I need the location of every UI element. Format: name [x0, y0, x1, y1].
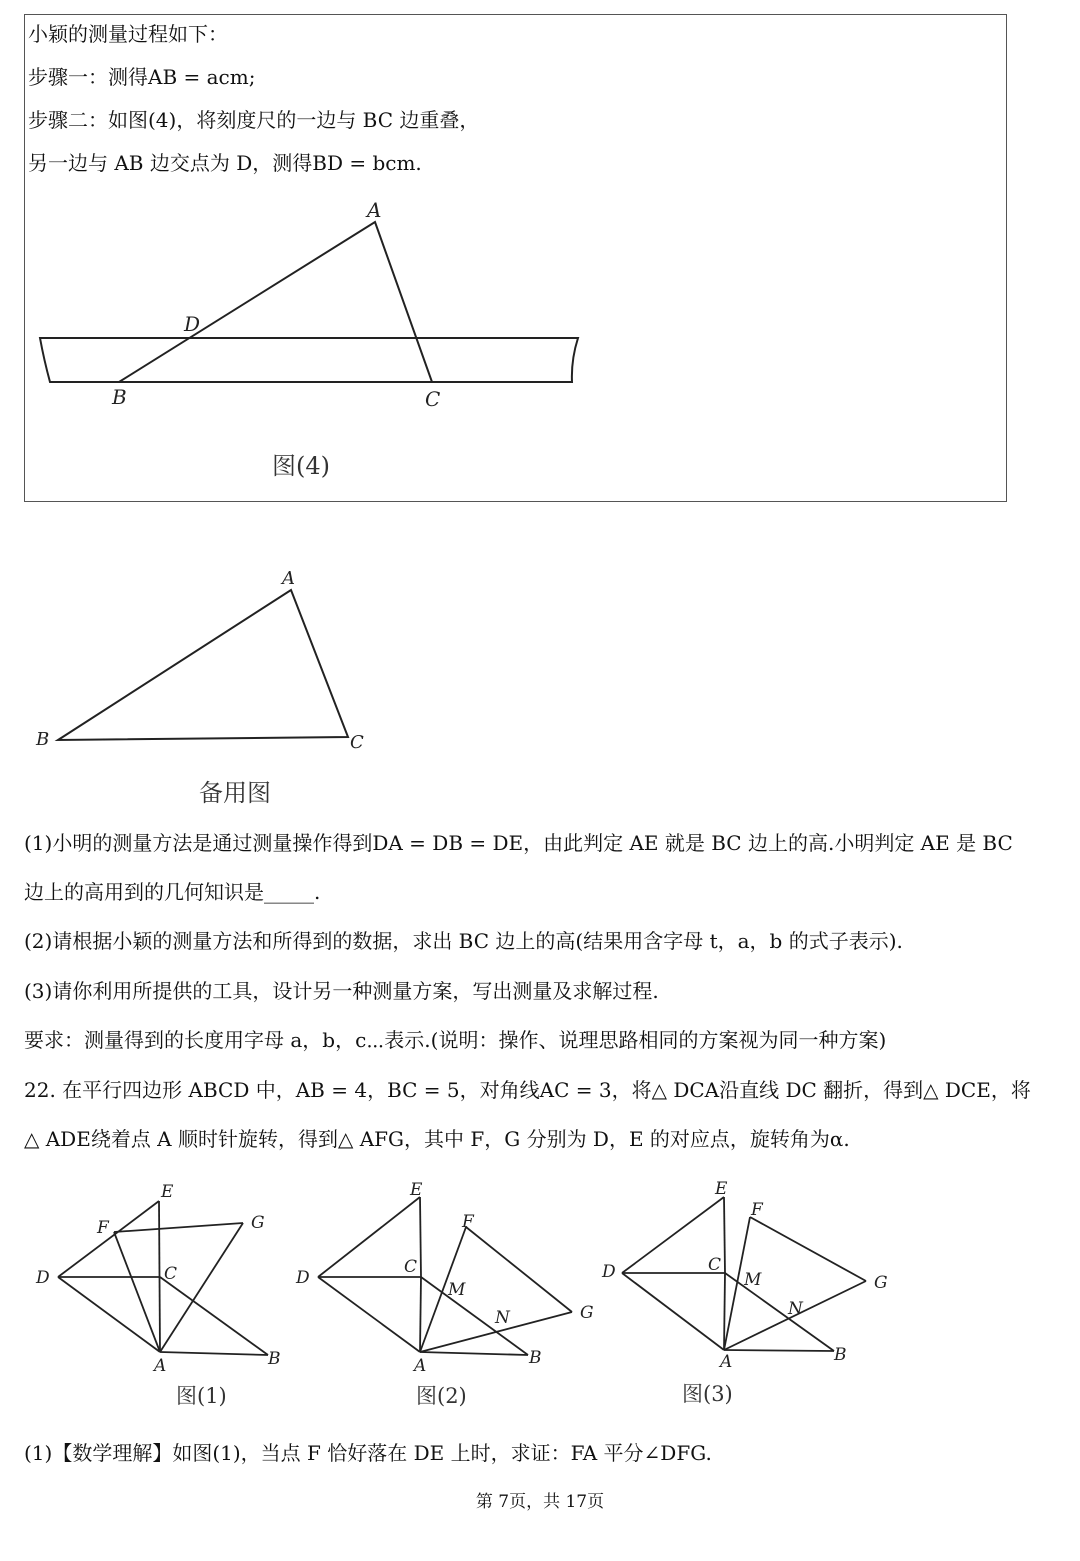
- fig1-label-G: G: [251, 1213, 265, 1233]
- spare-figure: [30, 562, 370, 762]
- label-B: B: [112, 385, 127, 409]
- fig2-label-G: G: [580, 1303, 594, 1323]
- box-line-1: 小颖的测量过程如下：: [28, 22, 228, 46]
- fig3-label-C: C: [708, 1255, 722, 1275]
- fig2-label-F: F: [462, 1212, 474, 1232]
- fig3-label-A: A: [720, 1352, 733, 1372]
- fig2-label-E: E: [410, 1180, 423, 1200]
- figure-1-caption: 图(1): [176, 1384, 227, 1408]
- question-2: (2)请根据小颖的测量方法和所得到的数据，求出 BC 边上的高(结果用含字母 t，a，b 的式子表示).: [24, 929, 903, 953]
- fig3-label-M: M: [744, 1270, 762, 1290]
- spare-triangle: [58, 590, 348, 740]
- spare-label-A: A: [282, 568, 295, 589]
- fig1-label-C: C: [164, 1264, 178, 1284]
- problem-22-sub-1: (1)【数学理解】如图(1)，当点 F 恰好落在 DE 上时，求证：FA 平分∠DFG.: [24, 1441, 712, 1465]
- spare-label-C: C: [350, 732, 364, 753]
- question-1-line-2: 边上的高用到的几何知识是_____.: [24, 880, 321, 904]
- label-A: A: [367, 198, 382, 222]
- figure-4-caption: 图(4): [272, 452, 330, 480]
- fig3-label-F: F: [751, 1200, 763, 1220]
- question-1-line-1: (1)小明的测量方法是通过测量操作得到DA = DB = DE，由此判定 AE 就是 BC 边上的高.小明判定 AE 是 BC: [24, 831, 1013, 855]
- fig2-label-B: B: [529, 1348, 542, 1368]
- fig2-label-N: N: [495, 1308, 510, 1328]
- figure-4: [30, 190, 590, 415]
- fig3-label-N: N: [788, 1299, 803, 1319]
- ruler-shape: [40, 338, 578, 382]
- fig1-label-A: A: [154, 1356, 167, 1375]
- fig1-label-D: D: [36, 1268, 50, 1288]
- question-3: (3)请你利用所提供的工具，设计另一种测量方案，写出测量及求解过程.: [24, 979, 659, 1003]
- fig1-label-B: B: [268, 1349, 281, 1369]
- figure-3: [600, 1175, 900, 1375]
- fig3-label-G: G: [874, 1273, 888, 1293]
- figure-1: [30, 1175, 290, 1375]
- requirement: 要求：测量得到的长度用字母 a，b，c⋯表示.(说明：操作、说理思路相同的方案视为同一种方案): [24, 1028, 887, 1052]
- figure-2-caption: 图(2): [416, 1384, 467, 1408]
- label-C: C: [425, 387, 441, 411]
- problem-22-line-1: 22. 在平行四边形 ABCD 中，AB = 4，BC = 5，对角线AC = 3，将△ DCA沿直线 DC 翻折，得到△ DCE，将: [24, 1078, 1031, 1102]
- spare-figure-caption: 备用图: [199, 779, 271, 807]
- page-footer: 第 7页，共 17页: [475, 1492, 605, 1512]
- fig2-label-C: C: [404, 1257, 418, 1277]
- fig2-label-A: A: [414, 1356, 427, 1375]
- triangle-abc: [119, 222, 432, 382]
- label-D: D: [184, 312, 201, 336]
- fig3-label-B: B: [834, 1345, 847, 1365]
- fig1-label-F: F: [97, 1218, 109, 1238]
- fig3-label-E: E: [715, 1179, 728, 1199]
- problem-22-line-2: △ ADE绕着点 A 顺时针旋转，得到△ AFG，其中 F，G 分别为 D，E 的对应点，旋转角为α.: [24, 1127, 850, 1151]
- figure-2: [290, 1175, 600, 1375]
- box-line-4: 另一边与 AB 边交点为 D，测得BD = bcm.: [28, 151, 422, 175]
- box-line-3: 步骤二：如图(4)，将刻度尺的一边与 BC 边重叠，: [28, 108, 480, 132]
- fig3-label-D: D: [602, 1262, 616, 1282]
- fig2-label-D: D: [296, 1268, 310, 1288]
- fig2-label-M: M: [448, 1280, 466, 1300]
- figure-3-caption: 图(3): [682, 1382, 733, 1406]
- box-line-2: 步骤一：测得AB = acm;: [28, 65, 256, 89]
- fig1-label-E: E: [161, 1182, 174, 1202]
- spare-label-B: B: [36, 729, 50, 750]
